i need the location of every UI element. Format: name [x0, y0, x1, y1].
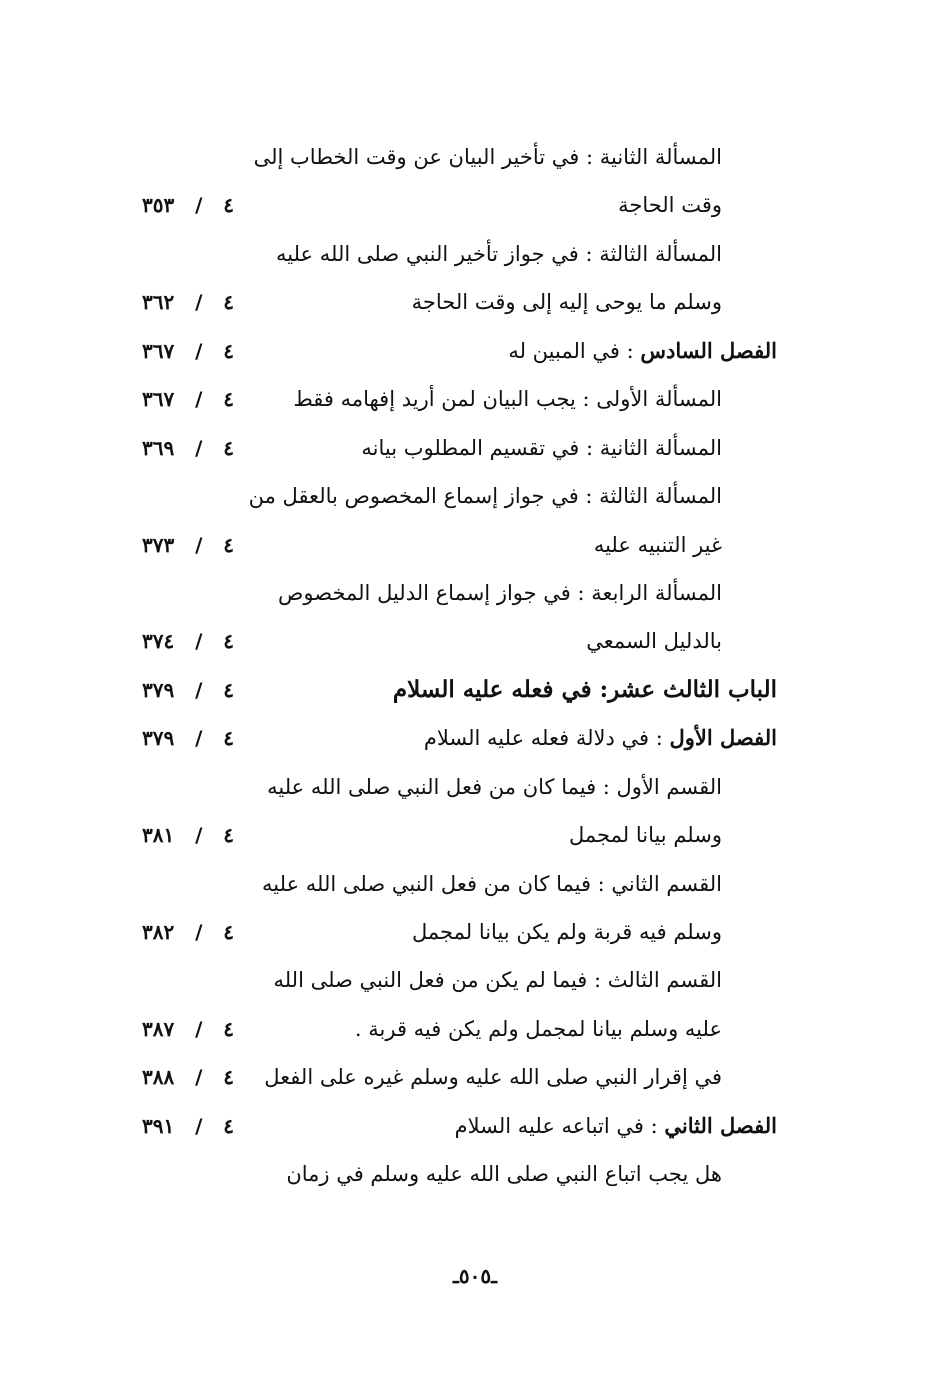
- toc-volume-number: ٤: [223, 435, 234, 460]
- toc-page-reference: [142, 1014, 234, 1044]
- toc-section-title: [508, 336, 777, 366]
- toc-entry-row: [120, 570, 790, 618]
- toc-entry-text: القسم الثاني : فيما كان من فعل النبي صلى الله عليه: [262, 871, 722, 896]
- toc-ref-separator: /: [195, 1065, 203, 1090]
- toc-entry-row: [120, 1151, 790, 1199]
- toc-entry-text: في إقرار النبي صلى الله عليه وسلم غيره على الفعل: [264, 1065, 722, 1090]
- toc-entry-text: بالدليل السمعي: [586, 629, 722, 654]
- toc-entry-text: هل يجب اتباع النبي صلى الله عليه وسلم في زمان: [286, 1162, 722, 1187]
- toc-page-reference: [142, 1111, 234, 1141]
- toc-entry-row: [120, 1006, 790, 1054]
- toc-entry-text: المسألة الثانية : في تقسيم المطلوب بيانه: [361, 435, 722, 460]
- toc-entry-row: [120, 231, 790, 279]
- toc-volume-number: ٤: [223, 726, 234, 751]
- toc-page-number: ٣٨٧: [142, 1016, 175, 1041]
- toc-ref-separator: /: [195, 387, 203, 412]
- toc-page-number: ٣٥٣: [142, 193, 175, 218]
- toc-section-head: الفصل السادس: [640, 337, 777, 363]
- toc-entry-text: وسلم ما يوحى إليه إلى وقت الحاجة: [411, 290, 722, 315]
- toc-entry-row: [120, 182, 790, 230]
- toc-entry-text: المسألة الأولى : يجب البيان لمن أريد إفهامه فقط: [293, 387, 722, 412]
- page-number: ـ٥٠٥ـ: [453, 1264, 497, 1288]
- toc-volume-number: ٤: [223, 1113, 234, 1138]
- toc-entry-text: وسلم فيه قربة ولم يكن بيانا لمجمل: [412, 920, 722, 944]
- toc-page-reference: [142, 820, 234, 850]
- toc-entry-text: غير التنبيه عليه: [593, 532, 722, 557]
- toc-ref-separator: /: [195, 1113, 203, 1138]
- toc-entry-row: [120, 376, 790, 424]
- toc-page-number: ٣٩١: [142, 1113, 175, 1138]
- toc-entry-row: [120, 1054, 790, 1102]
- toc-ref-separator: /: [195, 726, 203, 751]
- toc-entry-text: المسألة الثالثة : في جواز إسماع المخصوص بالعقل من: [248, 484, 722, 509]
- toc-volume-number: ٤: [223, 1016, 234, 1041]
- toc-page-reference: [142, 1062, 234, 1092]
- toc-page-number: ٣٨٢: [142, 920, 175, 944]
- toc-section-subject: : في المبين له: [508, 338, 641, 363]
- toc-page-reference: [142, 626, 234, 656]
- toc-page-reference: [142, 723, 234, 753]
- toc-entry-row: [120, 279, 790, 327]
- toc-volume-number: ٤: [223, 823, 234, 848]
- toc-ref-separator: /: [195, 532, 203, 557]
- toc-volume-number: ٤: [223, 387, 234, 412]
- toc-chapter-row: [120, 667, 790, 715]
- toc-page-number: ٣٨١: [142, 823, 175, 848]
- toc-entry-text: القسم الثالث : فيما لم يكن من فعل النبي صلى الله: [273, 968, 722, 993]
- toc-section-head: الفصل الأول: [669, 725, 777, 751]
- toc-entry-text: المسألة الثالثة : في جواز تأخير النبي صلى الله عليه: [276, 241, 722, 266]
- toc-ref-separator: /: [195, 193, 203, 218]
- toc-entry-text: وسلم بيانا لمجمل: [569, 823, 722, 848]
- toc-entry-row: [120, 425, 790, 473]
- toc-entry-row: [120, 812, 790, 860]
- toc-section-title: [455, 1111, 777, 1141]
- toc-page-reference: [142, 530, 234, 560]
- toc-entry-row: [120, 909, 790, 957]
- toc-page-number: ٣٨٨: [142, 1065, 175, 1090]
- toc-ref-separator: /: [195, 290, 203, 315]
- toc-page-reference: [142, 190, 234, 220]
- toc-entry-row: [120, 473, 790, 521]
- toc-entry-text: القسم الأول : فيما كان من فعل النبي صلى الله عليه: [267, 774, 722, 799]
- toc-ref-separator: /: [195, 435, 203, 460]
- toc-page-number: ٣٦٧: [142, 338, 175, 363]
- toc-section-row: [120, 328, 790, 376]
- toc-ref-separator: /: [195, 823, 203, 848]
- toc-volume-number: ٤: [223, 1065, 234, 1090]
- toc-volume-number: ٤: [223, 629, 234, 654]
- toc-ref-separator: /: [195, 920, 203, 944]
- toc-entry-row: [120, 861, 790, 909]
- toc-volume-number: ٤: [223, 532, 234, 557]
- toc-entry-text: المسألة الرابعة : في جواز إسماع الدليل المخصوص: [278, 580, 722, 605]
- toc-page-reference: [142, 917, 234, 947]
- toc-page-number: ٣٧٩: [142, 726, 175, 751]
- toc-volume-number: ٤: [223, 920, 234, 944]
- toc-section-head: الفصل الثاني: [664, 1112, 777, 1138]
- toc-page-reference: [142, 675, 234, 705]
- toc-page-reference: [142, 433, 234, 463]
- toc-page-number: ٣٦٢: [142, 290, 175, 315]
- table-of-contents: [120, 134, 790, 1200]
- toc-page-number: ٣٧٩: [142, 677, 175, 702]
- toc-page-number: ٣٧٤: [142, 629, 175, 654]
- toc-entry-row: [120, 522, 790, 570]
- toc-section-title: [424, 723, 777, 753]
- toc-ref-separator: /: [195, 677, 203, 702]
- toc-page-reference: [142, 336, 234, 366]
- toc-entry-text: عليه وسلم بيانا لمجمل ولم يكن فيه قربة .: [354, 1016, 722, 1041]
- toc-entry-text: وقت الحاجة: [618, 193, 722, 218]
- toc-section-row: [120, 715, 790, 763]
- toc-page-reference: [142, 384, 234, 414]
- toc-volume-number: ٤: [223, 338, 234, 363]
- toc-section-subject: : في دلالة فعله عليه السلام: [423, 726, 670, 751]
- toc-section-subject: : في اتباعه عليه السلام: [454, 1113, 665, 1138]
- toc-volume-number: ٤: [223, 677, 234, 702]
- toc-page-reference: [142, 287, 234, 317]
- toc-page-number: ٣٦٧: [142, 387, 175, 412]
- toc-ref-separator: /: [195, 338, 203, 363]
- toc-entry-row: [120, 764, 790, 812]
- toc-ref-separator: /: [195, 1016, 203, 1041]
- toc-entry-row: [120, 134, 790, 182]
- toc-entry-row: [120, 957, 790, 1005]
- toc-ref-separator: /: [195, 629, 203, 654]
- toc-volume-number: ٤: [223, 193, 234, 218]
- toc-page-number: ٣٦٩: [142, 435, 175, 460]
- toc-volume-number: ٤: [223, 290, 234, 315]
- toc-entry-text: المسألة الثانية : في تأخير البيان عن وقت الخطاب إلى: [253, 145, 722, 169]
- toc-chapter-title: الباب الثالث عشر: في فعله عليه السلام: [392, 675, 777, 703]
- toc-page-number: ٣٧٣: [142, 532, 175, 557]
- toc-section-row: [120, 1103, 790, 1151]
- toc-entry-row: [120, 618, 790, 666]
